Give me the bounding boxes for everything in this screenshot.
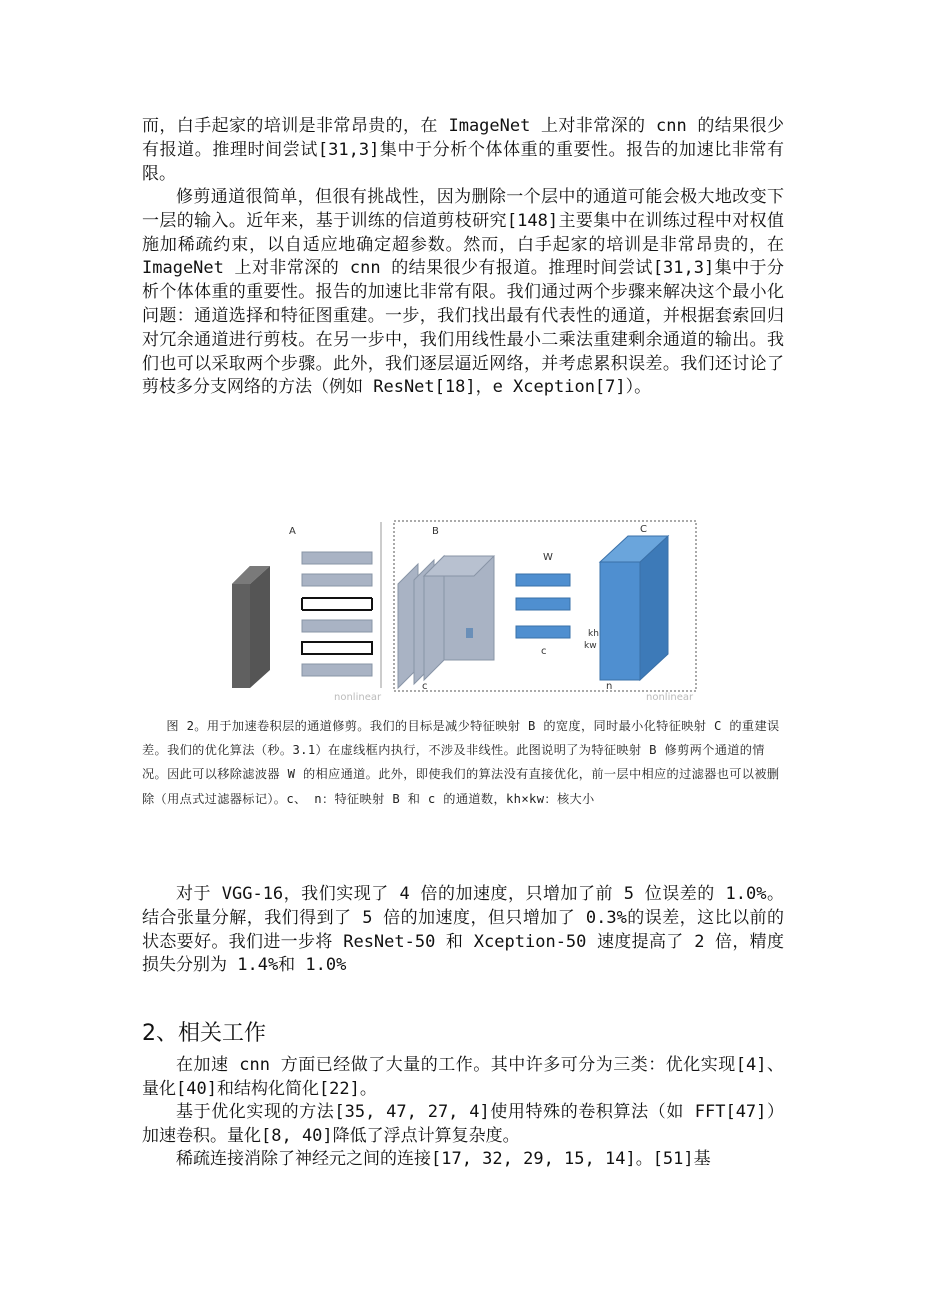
label-c-bottom: c (422, 681, 428, 692)
feature-map-c (600, 536, 668, 680)
figure-caption: 图 2。用于加速卷积层的通道修剪。我们的目标是减少特征映射 B 的宽度，同时最小化特征映射 C 的重建误差。我们的优化算法（秒。3.1）在虚线框内执行，不涉及非线性。此图说明了为特征映射 B 修剪两个通道的情况。因此可以移除滤波器 W 的相应通道。此外，即使我们的算法没有直接优化，前一层中相应的过滤器也可以被删除（用点式过滤器标记）。c、 n：特征映射 B 和 c 的通道数，kh×kw：核大小 (142, 719, 780, 806)
paragraph-results: 对于 VGG-16，我们实现了 4 倍的加速度，只增加了前 5 位误差的 1.0%。结合张量分解，我们得到了 5 倍的加速度，但只增加了 0.3%的误差，这比以前的状态要好。我们进一步将 ResNet-50 和 Xception-50 速度提高了 2 倍，精度损失分别为 1.4%和 1.0% (142, 884, 784, 976)
paragraph-channel-pruning: 修剪通道很简单，但很有挑战性，因为删除一个层中的通道可能会极大地改变下一层的输入。近年来，基于训练的信道剪枝研究[148]主要集中在训练过程中对权值施加稀疏约束，以自适应地确定超参数。然而，白手起家的培训是非常昂贵的，在 ImageNet 上对非常深的 cnn 的结果很少有报道。推理时间尝试[31,3]集中于分析个体体重的重要性。报告的加速比非常有限。我们通过两个步骤来解决这个最小化问题：通道选择和特征图重建。一步，我们找出最有代表性的通道，并根据套索回归对冗余通道进行剪枝。在另一步中，我们用线性最小二乘法重建剩余通道的输出。我们也可以采取两个步骤。此外，我们逐层逼近网络，并考虑累积误差。我们还讨论了剪枝多分支网络的方法（例如 ResNet[18]，e Xception[7]）。 (142, 187, 784, 398)
label-kh: kh (588, 629, 599, 639)
paragraph-intro-continued: 而，白手起家的培训是非常昂贵的，在 ImageNet 上对非常深的 cnn 的结果很少有报道。推理时间尝试[31,3]集中于分析个体体重的重要性。报告的加速比非常有限。 (142, 116, 784, 184)
filter-stack (302, 552, 372, 676)
label-kw: kw (584, 641, 597, 651)
paragraph-related-3: 稀疏连接消除了神经元之间的连接[17, 32, 29, 15, 14]。[51]基 (176, 1149, 711, 1169)
paragraph-related-2: 基于优化实现的方法[35, 47, 27, 4]使用特殊的卷积算法（如 FFT[47]）加速卷积。量化[8, 40]降低了浮点计算复杂度。 (142, 1102, 784, 1146)
label-b: B (432, 526, 439, 537)
channel-pruning-figure (228, 518, 700, 704)
label-a: A (289, 526, 296, 537)
filters-w (516, 574, 570, 638)
feature-map-a (232, 584, 250, 688)
label-c-top: C (640, 524, 647, 535)
section-heading: 2、相关工作 (142, 1021, 266, 1046)
label-n: n (606, 681, 613, 692)
label-nonlinear-left: nonlinear (334, 692, 382, 703)
feature-map-b (398, 556, 494, 688)
paragraph-related-1: 在加速 cnn 方面已经做了大量的工作。其中许多可分为三类：优化实现[4]、量化[40]和结构化简化[22]。 (142, 1055, 784, 1099)
label-nonlinear-right: nonlinear (646, 692, 694, 703)
label-c-small: c (541, 646, 547, 657)
label-w: W (543, 552, 553, 563)
